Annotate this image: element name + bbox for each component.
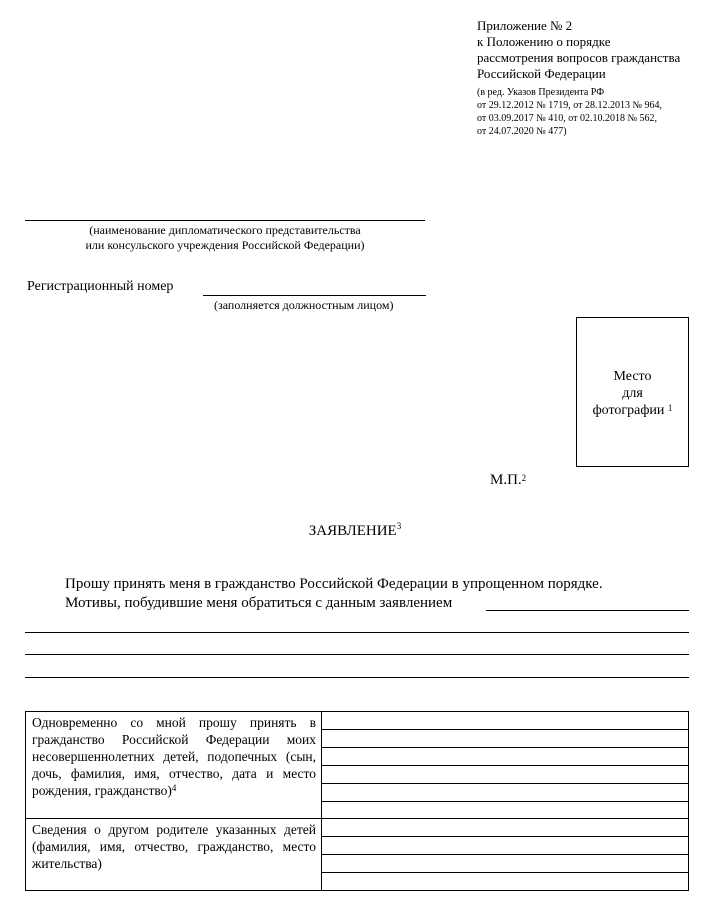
mission-caption xyxy=(25,223,425,253)
photo-caption-line: Место xyxy=(613,369,652,384)
motives-input-line[interactable] xyxy=(25,654,689,655)
photo-caption-word: фотографии xyxy=(592,403,665,418)
children-fill-cell[interactable] xyxy=(322,712,689,819)
edition-line: от 24.07.2020 № 477) xyxy=(477,126,567,137)
fill-row[interactable] xyxy=(322,802,688,818)
statement-line-1: Прошу принять меня в гражданство Российской Федерации в упрощенном порядке. xyxy=(65,576,603,592)
statement-line-2: Мотивы, побудившие меня обратиться с данным заявлением xyxy=(65,595,453,611)
annex-line: Приложение № 2 xyxy=(477,18,573,33)
stamp-text: М.П. xyxy=(490,472,522,488)
children-table xyxy=(25,711,689,891)
fill-row[interactable] xyxy=(322,819,688,837)
registration-caption: (заполняется должностным лицом) xyxy=(214,298,394,312)
footnote-marker: 3 xyxy=(396,521,402,531)
motives-input-line[interactable] xyxy=(25,677,689,678)
registration-number-line[interactable] xyxy=(203,295,426,296)
annex-edition xyxy=(477,86,662,138)
children-label-text: Одновременно со мной прошу принять в гражданство Российской Федерации моих несовершеннолетних детей, подопечных (сын, дочь, фамилия, имя, отчество, дата и место рождения, гражданство) xyxy=(32,715,316,798)
registration-label: Регистрационный номер xyxy=(27,279,174,294)
fill-row[interactable] xyxy=(322,784,688,802)
fill-row[interactable] xyxy=(322,837,688,855)
children-label-cell xyxy=(26,712,322,819)
mission-name-line[interactable] xyxy=(25,220,425,221)
fill-row[interactable] xyxy=(322,873,688,890)
photo-caption-line: для xyxy=(622,386,643,401)
annex-line: Российской Федерации xyxy=(477,66,606,81)
photo-box xyxy=(576,317,689,467)
motives-input-line[interactable] xyxy=(25,632,689,633)
fill-row[interactable] xyxy=(322,730,688,748)
motives-input-line[interactable] xyxy=(486,610,689,611)
edition-line: от 29.12.2012 № 1719, от 28.12.2013 № 964, xyxy=(477,100,663,111)
annex-line: рассмотрения вопросов гражданства xyxy=(477,50,681,65)
table-row xyxy=(26,819,689,891)
fill-row[interactable] xyxy=(322,748,688,766)
photo-caption xyxy=(577,368,688,419)
footnote-marker: 1 xyxy=(667,403,673,413)
other-parent-label-cell xyxy=(26,819,322,891)
other-parent-label: Сведения о другом родителе указанных детей (фамилия, имя, отчество, гражданство, место жительства) xyxy=(32,822,316,871)
title-text: ЗАЯВЛЕНИЕ xyxy=(308,523,397,539)
annex-header xyxy=(477,18,680,82)
children-fill-rows xyxy=(322,712,688,818)
mission-caption-line: (наименование дипломатического представительства xyxy=(89,223,361,237)
fill-row[interactable] xyxy=(322,712,688,730)
annex-line: к Положению о порядке xyxy=(477,34,611,49)
stamp-label xyxy=(490,472,526,489)
fill-row[interactable] xyxy=(322,766,688,784)
children-label xyxy=(26,712,321,801)
mission-caption-line: или консульского учреждения Российской Федерации) xyxy=(85,238,365,252)
edition-line: (в ред. Указов Президента РФ xyxy=(477,87,605,98)
photo-caption-line xyxy=(577,402,688,419)
other-parent-fill-cell[interactable] xyxy=(322,819,689,891)
table-row xyxy=(26,712,689,819)
other-parent-fill-rows xyxy=(322,819,688,890)
footnote-marker: 2 xyxy=(521,473,527,483)
footnote-marker: 4 xyxy=(171,783,177,793)
document-title xyxy=(0,523,710,540)
edition-line: от 03.09.2017 № 410, от 02.10.2018 № 562, xyxy=(477,113,658,124)
fill-row[interactable] xyxy=(322,855,688,873)
